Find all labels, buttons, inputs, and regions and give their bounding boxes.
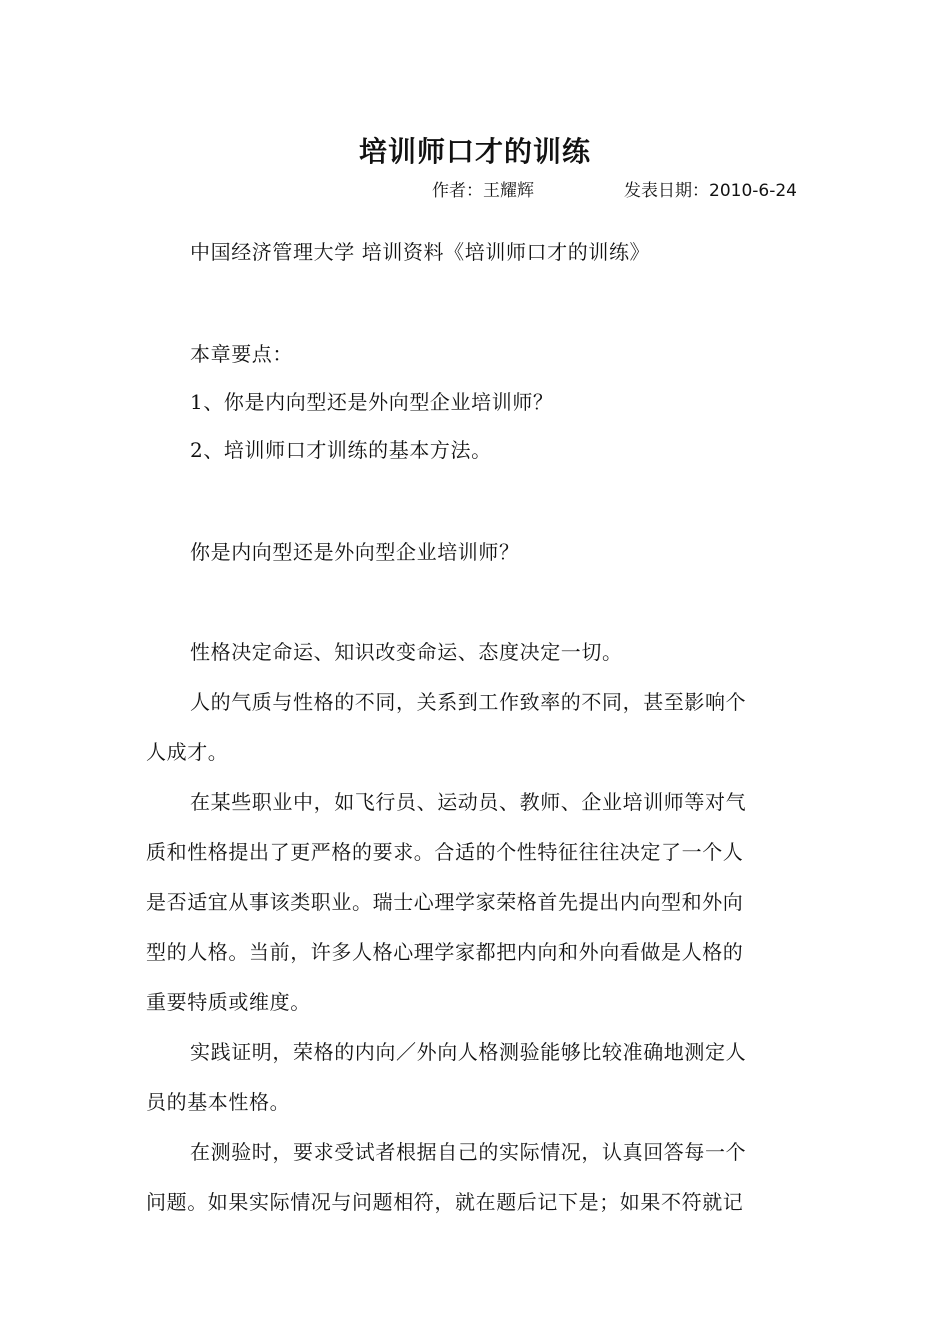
section-heading: 你是内向型还是外向型企业培训师？	[190, 540, 520, 564]
publish-date: 发表日期：2010-6-24	[624, 181, 797, 201]
body-line: 人的气质与性格的不同，关系到工作致率的不同，甚至影响个	[190, 690, 747, 714]
body-line: 质和性格提出了更严格的要求。合适的个性特征往往决定了一个人	[146, 840, 744, 864]
body-line: 人成才。	[146, 740, 229, 764]
body-line: 重要特质或维度。	[146, 990, 311, 1014]
body-line: 是否适宜从事该类职业。瑞士心理学家荣格首先提出内向型和外向	[146, 890, 744, 914]
body-line: 型的人格。当前，许多人格心理学家都把内向和外向看做是人格的	[146, 940, 744, 964]
outline-item: 2、培训师口才训练的基本方法。	[190, 438, 492, 462]
outline-item: 1、你是内向型还是外向型企业培训师？	[190, 390, 554, 414]
outline-heading: 本章要点：	[190, 342, 293, 366]
source-line: 中国经济管理大学 培训资料《培训师口才的训练》	[190, 240, 651, 264]
body-line: 在某些职业中，如飞行员、运动员、教师、企业培训师等对气	[190, 790, 747, 814]
document-title: 培训师口才的训练	[358, 135, 591, 168]
author-line: 作者：王耀辉	[432, 181, 534, 201]
body-line: 性格决定命运、知识改变命运、态度决定一切。	[190, 640, 623, 664]
body-line: 在测验时，要求受试者根据自己的实际情况，认真回答每一个	[190, 1140, 747, 1164]
body-line: 实践证明，荣格的内向／外向人格测验能够比较准确地测定人	[190, 1040, 747, 1064]
body-line: 员的基本性格。	[146, 1090, 291, 1114]
body-line: 问题。如果实际情况与问题相符，就在题后记下是；如果不符就记	[146, 1190, 744, 1214]
